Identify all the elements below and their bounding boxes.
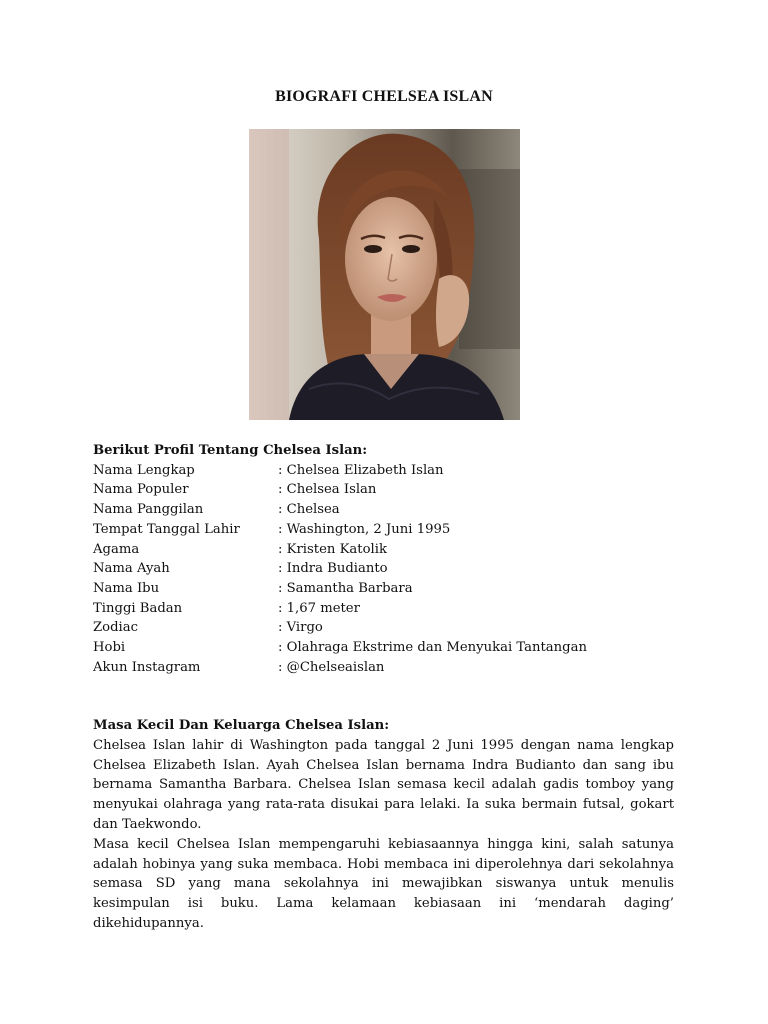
profile-row bbox=[93, 638, 683, 658]
profile-label: Nama Panggilan bbox=[93, 502, 204, 518]
profile-value: : Kristen Katolik bbox=[278, 541, 387, 557]
profile-row bbox=[93, 500, 683, 520]
profile-heading: Berikut Profil Tentang Chelsea Islan: bbox=[93, 443, 368, 458]
profile-value: : @Chelseaislan bbox=[278, 659, 385, 675]
profile-label: Nama Ayah bbox=[93, 561, 170, 577]
profile-value: : Chelsea Elizabeth Islan bbox=[278, 462, 444, 478]
masa-kecil-paragraph: Chelsea Islan lahir di Washington pada tanggal 2 Juni 1995 dengan nama lengkap Chelsea Elizabeth Islan. Ayah Chelsea Islan bernama Indra Budianto dan sang ibu bernama Samantha Barbara. Chelsea Islan semasa kecil adalah gadis tomboy yang menyukai olahraga yang rata-rata disukai para lelaki. Ia suka bermain futsal, gokart dan Taekwondo. bbox=[93, 737, 674, 832]
profile-row bbox=[93, 559, 683, 579]
profile-section bbox=[93, 441, 683, 677]
profile-row bbox=[93, 658, 683, 678]
profile-row bbox=[93, 618, 683, 638]
profile-row bbox=[93, 599, 683, 619]
profile-label: Nama Ibu bbox=[93, 580, 160, 596]
profile-label: Agama bbox=[93, 541, 140, 557]
profile-label: Nama Lengkap bbox=[93, 462, 195, 478]
profile-value: : Samantha Barbara bbox=[278, 580, 413, 596]
masa-kecil-heading: Masa Kecil Dan Keluarga Chelsea Islan: bbox=[93, 718, 390, 733]
profile-value: : Virgo bbox=[278, 620, 323, 636]
profile-row bbox=[93, 461, 683, 481]
profile-label: Akun Instagram bbox=[93, 659, 201, 675]
portrait-photo bbox=[249, 129, 520, 420]
masa-kecil-paragraph: Masa kecil Chelsea Islan mempengaruhi kebiasaannya hingga kini, salah satunya adalah hobinya yang suka membaca. Hobi membaca ini diperolehnya dari sekolahnya semasa SD yang mana sekolahnya ini mewajibkan siswanya untuk menulis kesimpulan isi buku. Lama kelamaan kebiasaan ini ‘mendarah daging’ dikehidupannya. bbox=[93, 836, 674, 931]
profile-value: : Chelsea bbox=[278, 502, 340, 518]
profile-row bbox=[93, 579, 683, 599]
profile-row bbox=[93, 520, 683, 540]
profile-label: Hobi bbox=[93, 640, 126, 656]
profile-value: : Washington, 2 Juni 1995 bbox=[278, 521, 451, 537]
page-title: BIOGRAFI CHELSEA ISLAN bbox=[275, 88, 493, 105]
profile-value: : Olahraga Ekstrime dan Menyukai Tantangan bbox=[278, 640, 587, 656]
profile-value: : Indra Budianto bbox=[278, 561, 388, 577]
profile-label: Nama Populer bbox=[93, 482, 189, 498]
profile-row bbox=[93, 480, 683, 500]
profile-value: : Chelsea Islan bbox=[278, 482, 377, 498]
profile-value: : 1,67 meter bbox=[278, 600, 360, 616]
profile-label: Zodiac bbox=[93, 620, 139, 636]
profile-table bbox=[93, 461, 683, 678]
masa-kecil-section bbox=[93, 716, 674, 934]
profile-row bbox=[93, 540, 683, 560]
profile-label: Tempat Tanggal Lahir bbox=[93, 521, 240, 537]
portrait-illustration bbox=[249, 129, 520, 420]
profile-label: Tinggi Badan bbox=[93, 600, 183, 616]
